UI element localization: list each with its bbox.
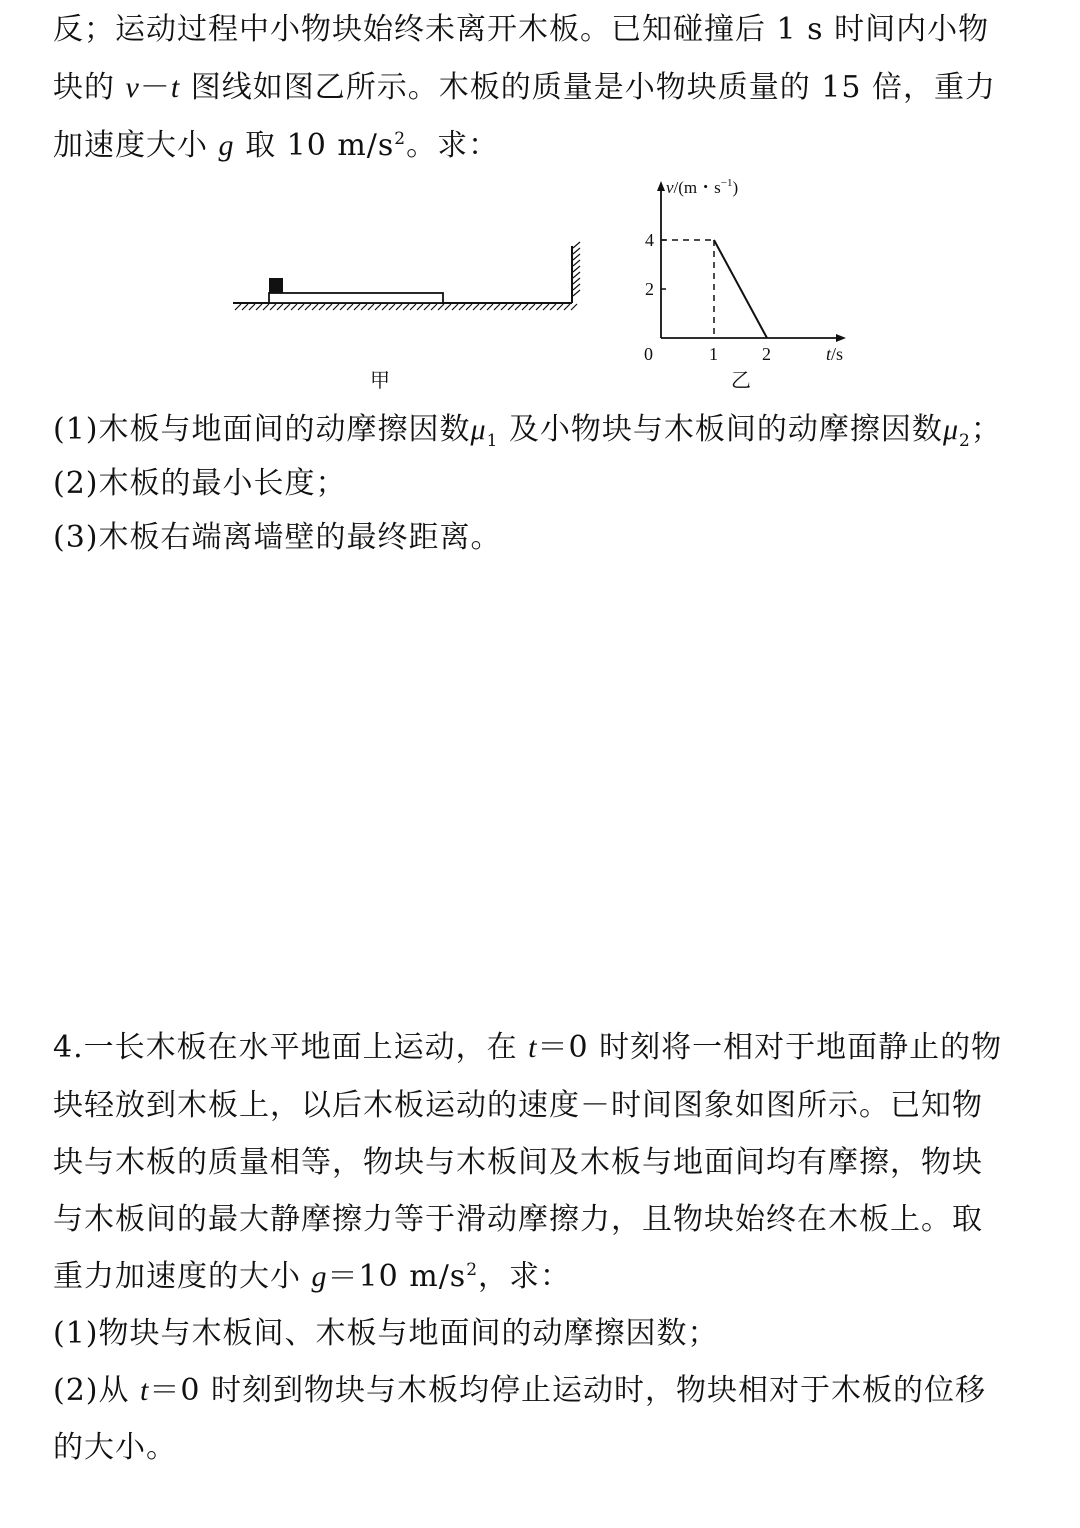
- p3-question-3: (3)木板右端离墙壁的最终距离。: [53, 520, 502, 555]
- hatch-mark: [340, 304, 346, 310]
- hatch-mark: [312, 304, 318, 310]
- p4-question-2: (2)从 t＝0 时刻到物块与木板均停止运动时，物块相对于木板的位移: [53, 1373, 986, 1408]
- y-tick-label: 2: [645, 279, 654, 299]
- x-axis-label: t/s: [826, 344, 844, 364]
- x-tick-label: 1: [709, 344, 718, 364]
- p4-question-2-cont: 的大小。: [53, 1430, 177, 1465]
- hatch-mark: [284, 304, 290, 310]
- small-block: [269, 278, 283, 293]
- hatch-mark: [508, 304, 514, 310]
- hatch-mark: [438, 304, 444, 310]
- x-tick-label: 2: [762, 344, 771, 364]
- hatch-mark: [473, 304, 479, 310]
- wall-hatch-mark: [573, 242, 580, 248]
- hatch-mark: [270, 304, 276, 310]
- wall-hatch-mark: [573, 260, 580, 266]
- hatch-mark: [249, 304, 255, 310]
- p3-question-2: (2)木板的最小长度；: [53, 466, 347, 501]
- x-axis-arrow: [836, 334, 846, 342]
- hatch-mark: [242, 304, 248, 310]
- hatch-mark: [466, 304, 472, 310]
- figure-jia: [225, 240, 595, 400]
- hatch-mark: [319, 304, 325, 310]
- hatch-mark: [347, 304, 353, 310]
- hatch-mark: [326, 304, 332, 310]
- figure-yi-chart: [630, 175, 870, 395]
- wall-hatch-mark: [573, 272, 580, 278]
- hatch-mark: [305, 304, 311, 310]
- hatch-mark: [256, 304, 262, 310]
- hatch-mark: [403, 304, 409, 310]
- wall-hatch-mark: [573, 290, 580, 296]
- y-axis-arrow: [657, 181, 665, 191]
- p3-text-line-3: 加速度大小 g 取 10 $m/s^2$。求：: [53, 128, 500, 163]
- hatch-mark: [480, 304, 486, 310]
- hatch-mark: [396, 304, 402, 310]
- hatch-mark: [298, 304, 304, 310]
- hatch-mark: [354, 304, 360, 310]
- hatch-mark: [452, 304, 458, 310]
- hatch-mark: [263, 304, 269, 310]
- hatch-mark: [459, 304, 465, 310]
- p3-question-1: (1)木板与地面间的动摩擦因数$\mu_1$ 及小物块与木板间的动摩擦因数$\mu_2$；: [53, 412, 1002, 451]
- wall-hatching: [573, 242, 580, 296]
- p4-text-line-5: 重力加速度的大小 g＝10 $m/s^2$，求：: [53, 1259, 572, 1294]
- hatch-mark: [277, 304, 283, 310]
- origin-label: 0: [644, 344, 653, 364]
- hatch-mark: [368, 304, 374, 310]
- wall-hatch-mark: [573, 248, 580, 254]
- hatch-mark: [501, 304, 507, 310]
- p4-text-line-4: 与木板间的最大静摩擦力等于滑动摩擦力，且物块始终在木板上。取: [53, 1202, 983, 1237]
- hatch-mark: [333, 304, 339, 310]
- hatch-mark: [235, 304, 241, 310]
- p3-text-line-1: 反；运动过程中小物块始终未离开木板。已知碰撞后 1 s 时间内小物: [53, 12, 990, 47]
- hatch-mark: [515, 304, 521, 310]
- y-tick-label: 4: [645, 230, 654, 250]
- hatch-mark: [361, 304, 367, 310]
- hatch-mark: [536, 304, 542, 310]
- hatch-mark: [487, 304, 493, 310]
- hatch-mark: [550, 304, 556, 310]
- hatch-mark: [291, 304, 297, 310]
- ground-hatching: [235, 304, 577, 310]
- p4-text-line-2: 块轻放到木板上，以后木板运动的速度－时间图象如图所示。已知物: [53, 1088, 983, 1123]
- p4-question-1: (1)物块与木板间、木板与地面间的动摩擦因数；: [53, 1316, 719, 1351]
- hatch-mark: [564, 304, 570, 310]
- p4-text-line-1: 4.一长木板在水平地面上运动，在 t＝0 时刻将一相对于地面静止的物: [53, 1030, 1003, 1065]
- p4-text-line-3: 块与木板的质量相等，物块与木板间及木板与地面间均有摩擦，物块: [53, 1145, 983, 1180]
- hatch-mark: [431, 304, 437, 310]
- hatch-mark: [445, 304, 451, 310]
- figure-jia-caption: 甲: [370, 370, 390, 392]
- hatch-mark: [494, 304, 500, 310]
- hatch-mark: [410, 304, 416, 310]
- hatch-mark: [543, 304, 549, 310]
- hatch-mark: [522, 304, 528, 310]
- wall-hatch-mark: [573, 254, 580, 260]
- wall-hatch-mark: [573, 266, 580, 272]
- board: [269, 293, 443, 303]
- wall-hatch-mark: [573, 284, 580, 290]
- hatch-mark: [557, 304, 563, 310]
- hatch-mark: [529, 304, 535, 310]
- figure-yi-caption: 乙: [731, 370, 751, 392]
- hatch-mark: [424, 304, 430, 310]
- y-axis-label: v/(m・$s^{-1}$): [666, 177, 739, 197]
- wall-hatch-mark: [573, 278, 580, 284]
- hatch-mark: [382, 304, 388, 310]
- hatch-mark: [417, 304, 423, 310]
- hatch-mark: [389, 304, 395, 310]
- p3-text-line-2: 块的 v－t 图线如图乙所示。木板的质量是小物块质量的 15 倍，重力: [53, 70, 997, 105]
- velocity-line: [714, 240, 767, 338]
- hatch-mark: [571, 304, 577, 310]
- hatch-mark: [375, 304, 381, 310]
